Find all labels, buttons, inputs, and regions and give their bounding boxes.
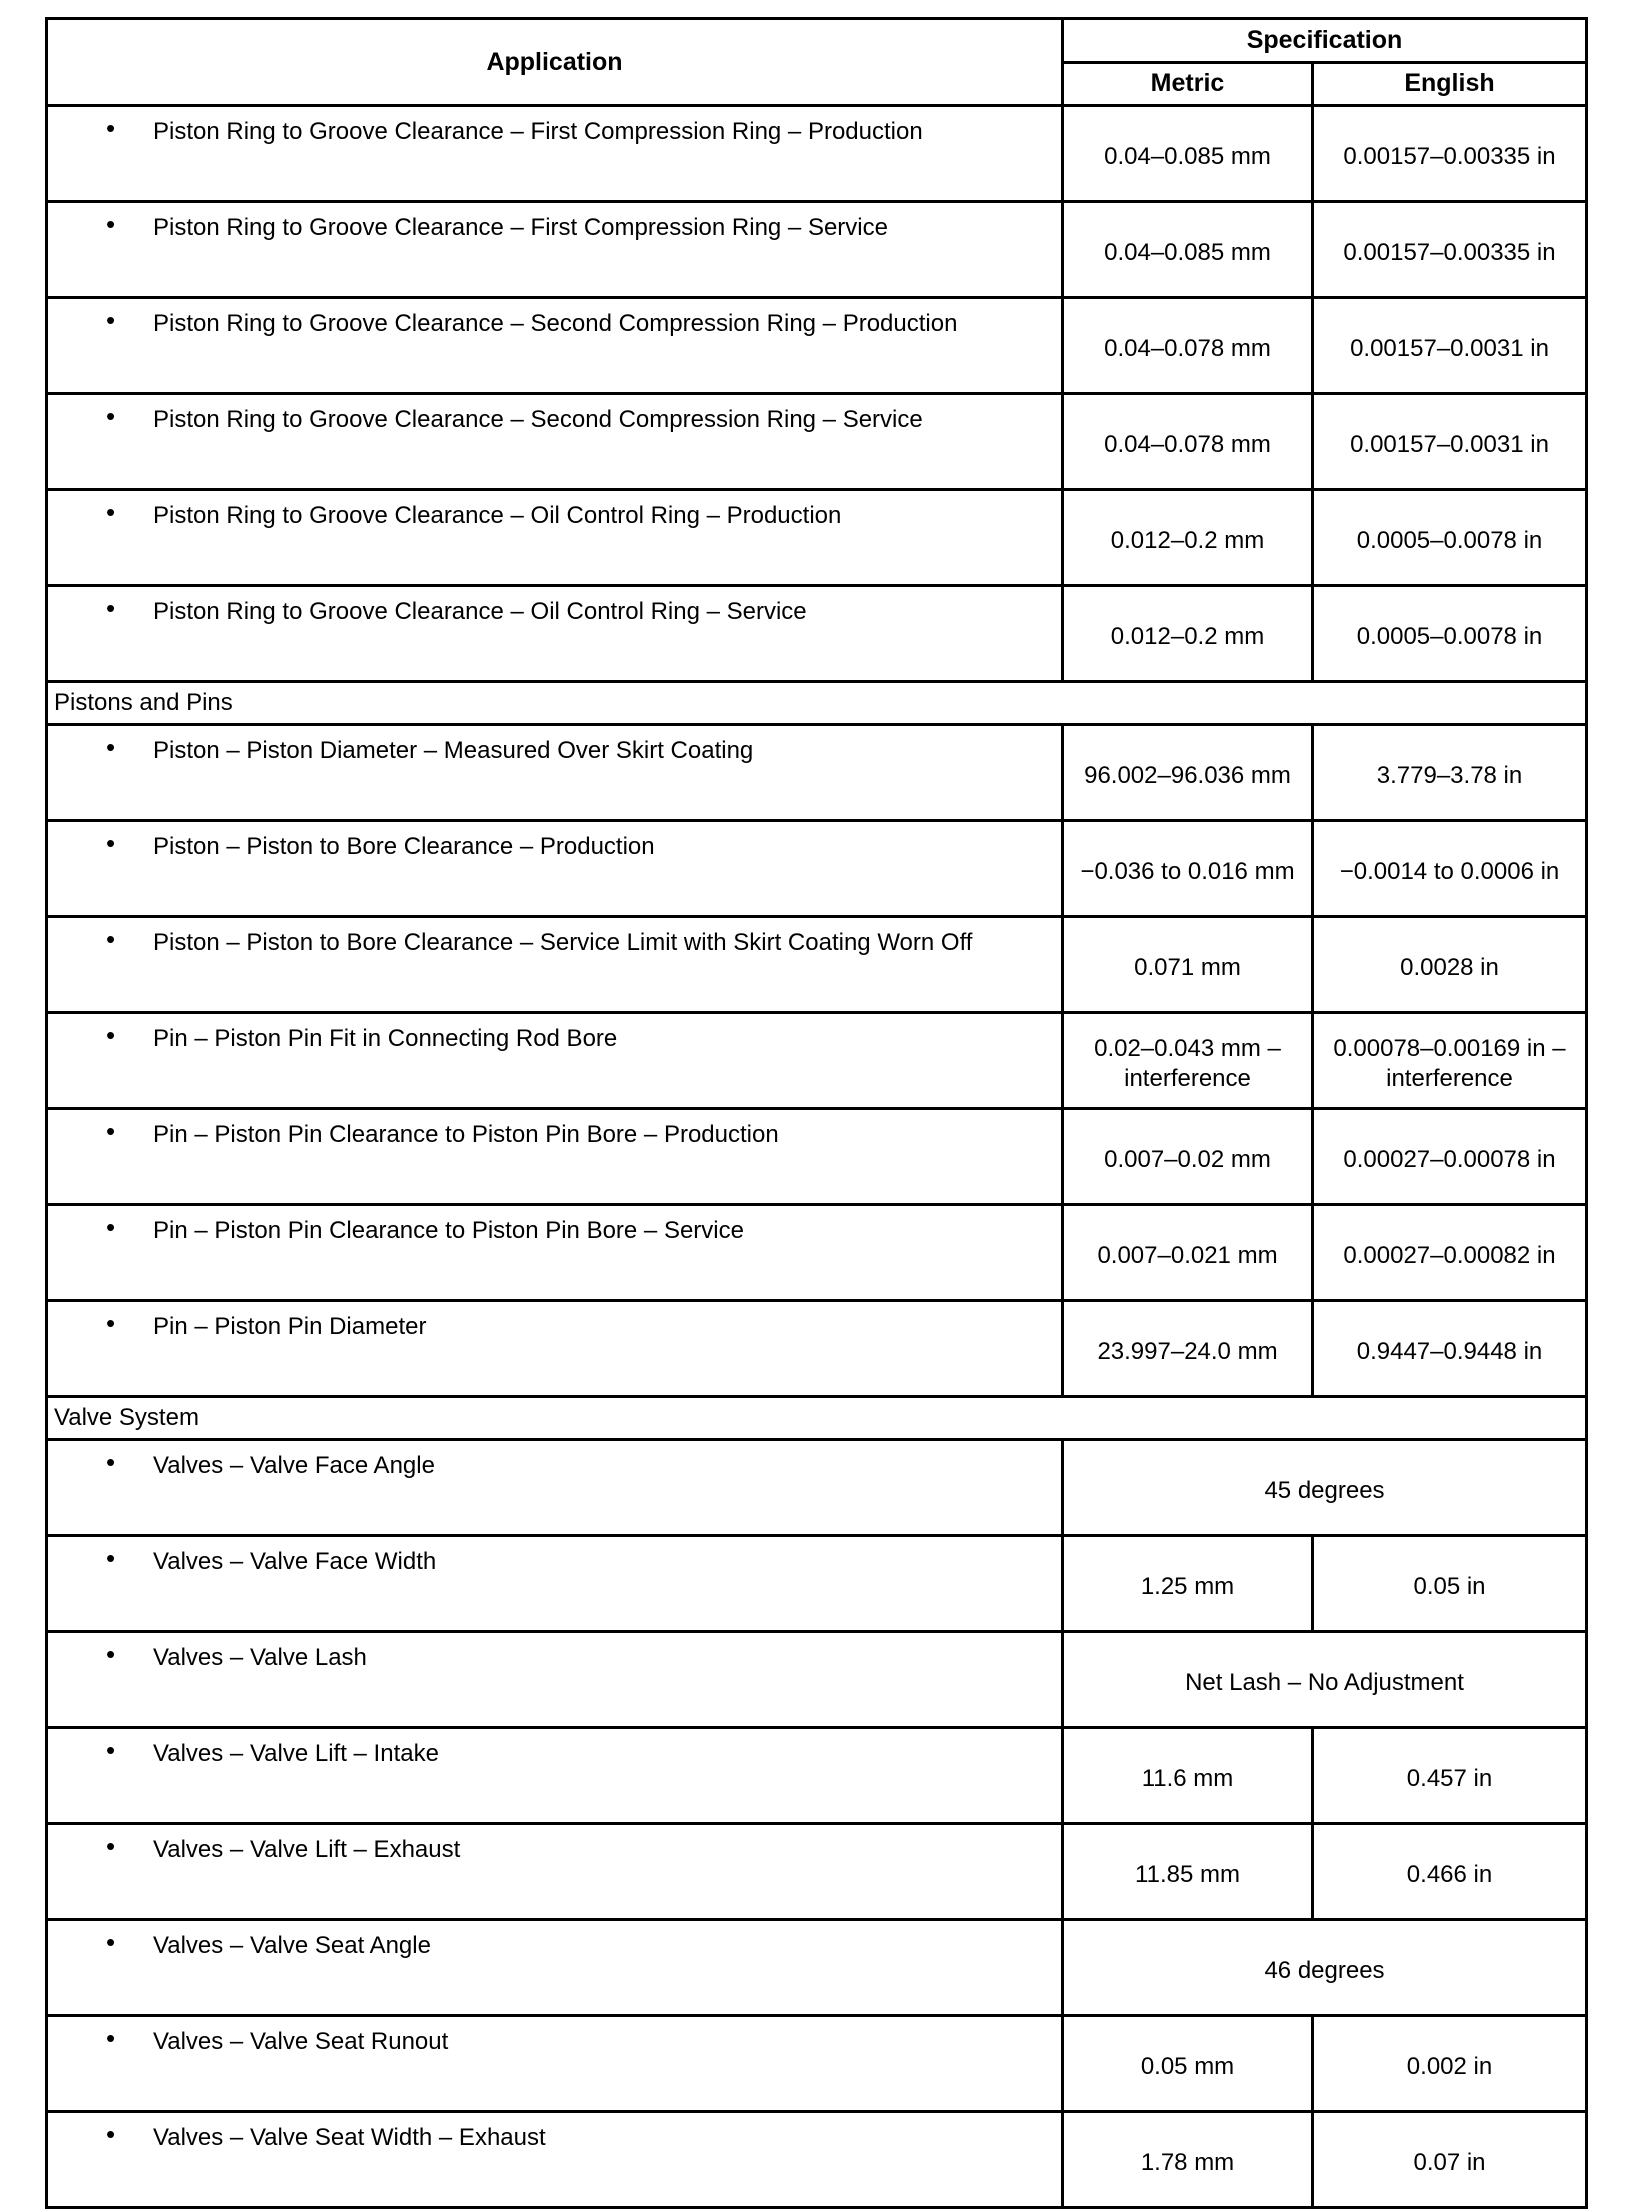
english-value-cell: 0.0005–0.0078 in [1313, 586, 1587, 682]
application-cell [47, 1632, 1063, 1728]
bullet-icon: • [106, 2119, 116, 2149]
application-text: Valves – Valve Lash [153, 1644, 367, 1671]
application-cell [47, 394, 1063, 490]
english-value-cell: 3.779–3.78 in [1313, 725, 1587, 821]
table-body [47, 106, 1587, 2208]
specification-table [45, 17, 1588, 2209]
bullet-icon: • [106, 732, 116, 762]
application-cell [47, 1824, 1063, 1920]
table-row [47, 1440, 1587, 1536]
table-row [47, 1301, 1587, 1397]
metric-value-cell: 11.85 mm [1063, 1824, 1313, 1920]
bullet-icon: • [106, 924, 116, 954]
english-value-cell: 0.00157–0.00335 in [1313, 106, 1587, 202]
english-value-cell: 0.00157–0.0031 in [1313, 298, 1587, 394]
metric-value-cell: 0.04–0.085 mm [1063, 106, 1313, 202]
bullet-icon: • [106, 497, 116, 527]
english-value-cell: 0.0028 in [1313, 917, 1587, 1013]
application-text: Piston Ring to Groove Clearance – Second Compression Ring – Production [153, 310, 958, 337]
application-text: Piston – Piston Diameter – Measured Over Skirt Coating [153, 737, 754, 764]
english-value-cell: 0.00157–0.0031 in [1313, 394, 1587, 490]
header-specification: Specification [1063, 19, 1587, 63]
application-cell [47, 2016, 1063, 2112]
application-cell [47, 1301, 1063, 1397]
application-text: Pin – Piston Pin Clearance to Piston Pin Bore – Production [153, 1121, 779, 1148]
english-value-cell: 0.002 in [1313, 2016, 1587, 2112]
table-header [47, 19, 1587, 106]
application-cell [47, 202, 1063, 298]
english-value-cell: 0.9447–0.9448 in [1313, 1301, 1587, 1397]
application-cell [47, 1440, 1063, 1536]
bullet-icon: • [106, 1020, 116, 1050]
header-metric: Metric [1063, 62, 1313, 106]
bullet-icon: • [106, 1927, 116, 1957]
metric-value-cell: 1.25 mm [1063, 1536, 1313, 1632]
bullet-icon: • [106, 209, 116, 239]
application-cell [47, 1536, 1063, 1632]
bullet-icon: • [106, 593, 116, 623]
bullet-icon: • [106, 401, 116, 431]
application-text: Valves – Valve Lift – Intake [153, 1740, 439, 1767]
table-row [47, 1824, 1587, 1920]
application-cell [47, 586, 1063, 682]
application-text: Piston Ring to Groove Clearance – First Compression Ring – Service [153, 214, 888, 241]
metric-value-cell: 0.071 mm [1063, 917, 1313, 1013]
english-value-cell: −0.0014 to 0.0006 in [1313, 821, 1587, 917]
english-value-cell: 0.07 in [1313, 2112, 1587, 2208]
metric-value-cell: 0.007–0.02 mm [1063, 1109, 1313, 1205]
application-text: Pin – Piston Pin Diameter [153, 1313, 427, 1340]
application-text: Piston – Piston to Bore Clearance – Service Limit with Skirt Coating Worn Off [153, 929, 973, 956]
bullet-icon: • [106, 305, 116, 335]
metric-value-cell: 0.012–0.2 mm [1063, 586, 1313, 682]
bullet-icon: • [106, 1831, 116, 1861]
header-application: Application [47, 19, 1063, 106]
table-row [47, 1920, 1587, 2016]
table-row [47, 2016, 1587, 2112]
english-value-cell: 0.466 in [1313, 1824, 1587, 1920]
application-cell [47, 106, 1063, 202]
application-cell [47, 298, 1063, 394]
section-title: Pistons and Pins [47, 682, 1587, 725]
application-text: Valves – Valve Face Angle [153, 1452, 435, 1479]
application-cell [47, 821, 1063, 917]
metric-value-cell: 0.05 mm [1063, 2016, 1313, 2112]
english-value-cell: 0.05 in [1313, 1536, 1587, 1632]
table-row [47, 1013, 1587, 1109]
combined-value-cell: 45 degrees [1063, 1440, 1587, 1536]
bullet-icon: • [106, 1639, 116, 1669]
application-text: Piston Ring to Groove Clearance – Second Compression Ring – Service [153, 406, 923, 433]
bullet-icon: • [106, 2023, 116, 2053]
application-text: Valves – Valve Lift – Exhaust [153, 1836, 461, 1863]
metric-value-cell: 0.04–0.078 mm [1063, 394, 1313, 490]
table-row [47, 106, 1587, 202]
metric-value-cell: 0.04–0.078 mm [1063, 298, 1313, 394]
table-row [47, 586, 1587, 682]
metric-value-cell: 96.002–96.036 mm [1063, 725, 1313, 821]
metric-value-cell: −0.036 to 0.016 mm [1063, 821, 1313, 917]
table-row [47, 490, 1587, 586]
table-row [47, 1536, 1587, 1632]
metric-value-cell: 1.78 mm [1063, 2112, 1313, 2208]
application-text: Piston Ring to Groove Clearance – Oil Control Ring – Production [153, 502, 842, 529]
table-row [47, 1205, 1587, 1301]
section-header-row [47, 682, 1587, 725]
application-cell [47, 1109, 1063, 1205]
metric-value-cell: 0.007–0.021 mm [1063, 1205, 1313, 1301]
section-header-row [47, 1397, 1587, 1440]
bullet-icon: • [106, 1447, 116, 1477]
bullet-icon: • [106, 1116, 116, 1146]
bullet-icon: • [106, 1308, 116, 1338]
section-title: Valve System [47, 1397, 1587, 1440]
application-cell [47, 725, 1063, 821]
table-row [47, 917, 1587, 1013]
application-cell [47, 1205, 1063, 1301]
combined-value-cell: Net Lash – No Adjustment [1063, 1632, 1587, 1728]
english-value-cell: 0.00027–0.00082 in [1313, 1205, 1587, 1301]
application-text: Pin – Piston Pin Clearance to Piston Pin Bore – Service [153, 1217, 744, 1244]
english-value-cell: 0.00027–0.00078 in [1313, 1109, 1587, 1205]
bullet-icon: • [106, 1212, 116, 1242]
english-value-cell: 0.00157–0.00335 in [1313, 202, 1587, 298]
table-row [47, 202, 1587, 298]
application-cell [47, 490, 1063, 586]
application-text: Piston – Piston to Bore Clearance – Production [153, 833, 655, 860]
table-row [47, 821, 1587, 917]
application-text: Valves – Valve Seat Angle [153, 1932, 431, 1959]
header-english: English [1313, 62, 1587, 106]
metric-value-cell: 23.997–24.0 mm [1063, 1301, 1313, 1397]
metric-value-cell: 0.012–0.2 mm [1063, 490, 1313, 586]
english-value-cell: 0.0005–0.0078 in [1313, 490, 1587, 586]
bullet-icon: • [106, 1735, 116, 1765]
table-row [47, 1728, 1587, 1824]
application-text: Piston Ring to Groove Clearance – First Compression Ring – Production [153, 118, 923, 145]
table-row [47, 2112, 1587, 2208]
table-row [47, 1632, 1587, 1728]
metric-value-cell: 0.04–0.085 mm [1063, 202, 1313, 298]
application-text: Valves – Valve Seat Runout [153, 2028, 449, 2055]
bullet-icon: • [106, 113, 116, 143]
table-row [47, 1109, 1587, 1205]
application-text: Pin – Piston Pin Fit in Connecting Rod Bore [153, 1025, 618, 1052]
bullet-icon: • [106, 1543, 116, 1573]
table-row [47, 725, 1587, 821]
bullet-icon: • [106, 828, 116, 858]
table-row [47, 394, 1587, 490]
english-value-cell: 0.457 in [1313, 1728, 1587, 1824]
metric-value-cell: 0.02–0.043 mm – interference [1063, 1013, 1313, 1109]
application-cell [47, 1920, 1063, 2016]
application-text: Valves – Valve Seat Width – Exhaust [153, 2124, 546, 2151]
application-text: Valves – Valve Face Width [153, 1548, 437, 1575]
application-text: Piston Ring to Groove Clearance – Oil Control Ring – Service [153, 598, 807, 625]
application-cell [47, 2112, 1063, 2208]
application-cell [47, 1013, 1063, 1109]
table-row [47, 298, 1587, 394]
combined-value-cell: 46 degrees [1063, 1920, 1587, 2016]
english-value-cell: 0.00078–0.00169 in – interference [1313, 1013, 1587, 1109]
application-cell [47, 917, 1063, 1013]
metric-value-cell: 11.6 mm [1063, 1728, 1313, 1824]
application-cell [47, 1728, 1063, 1824]
